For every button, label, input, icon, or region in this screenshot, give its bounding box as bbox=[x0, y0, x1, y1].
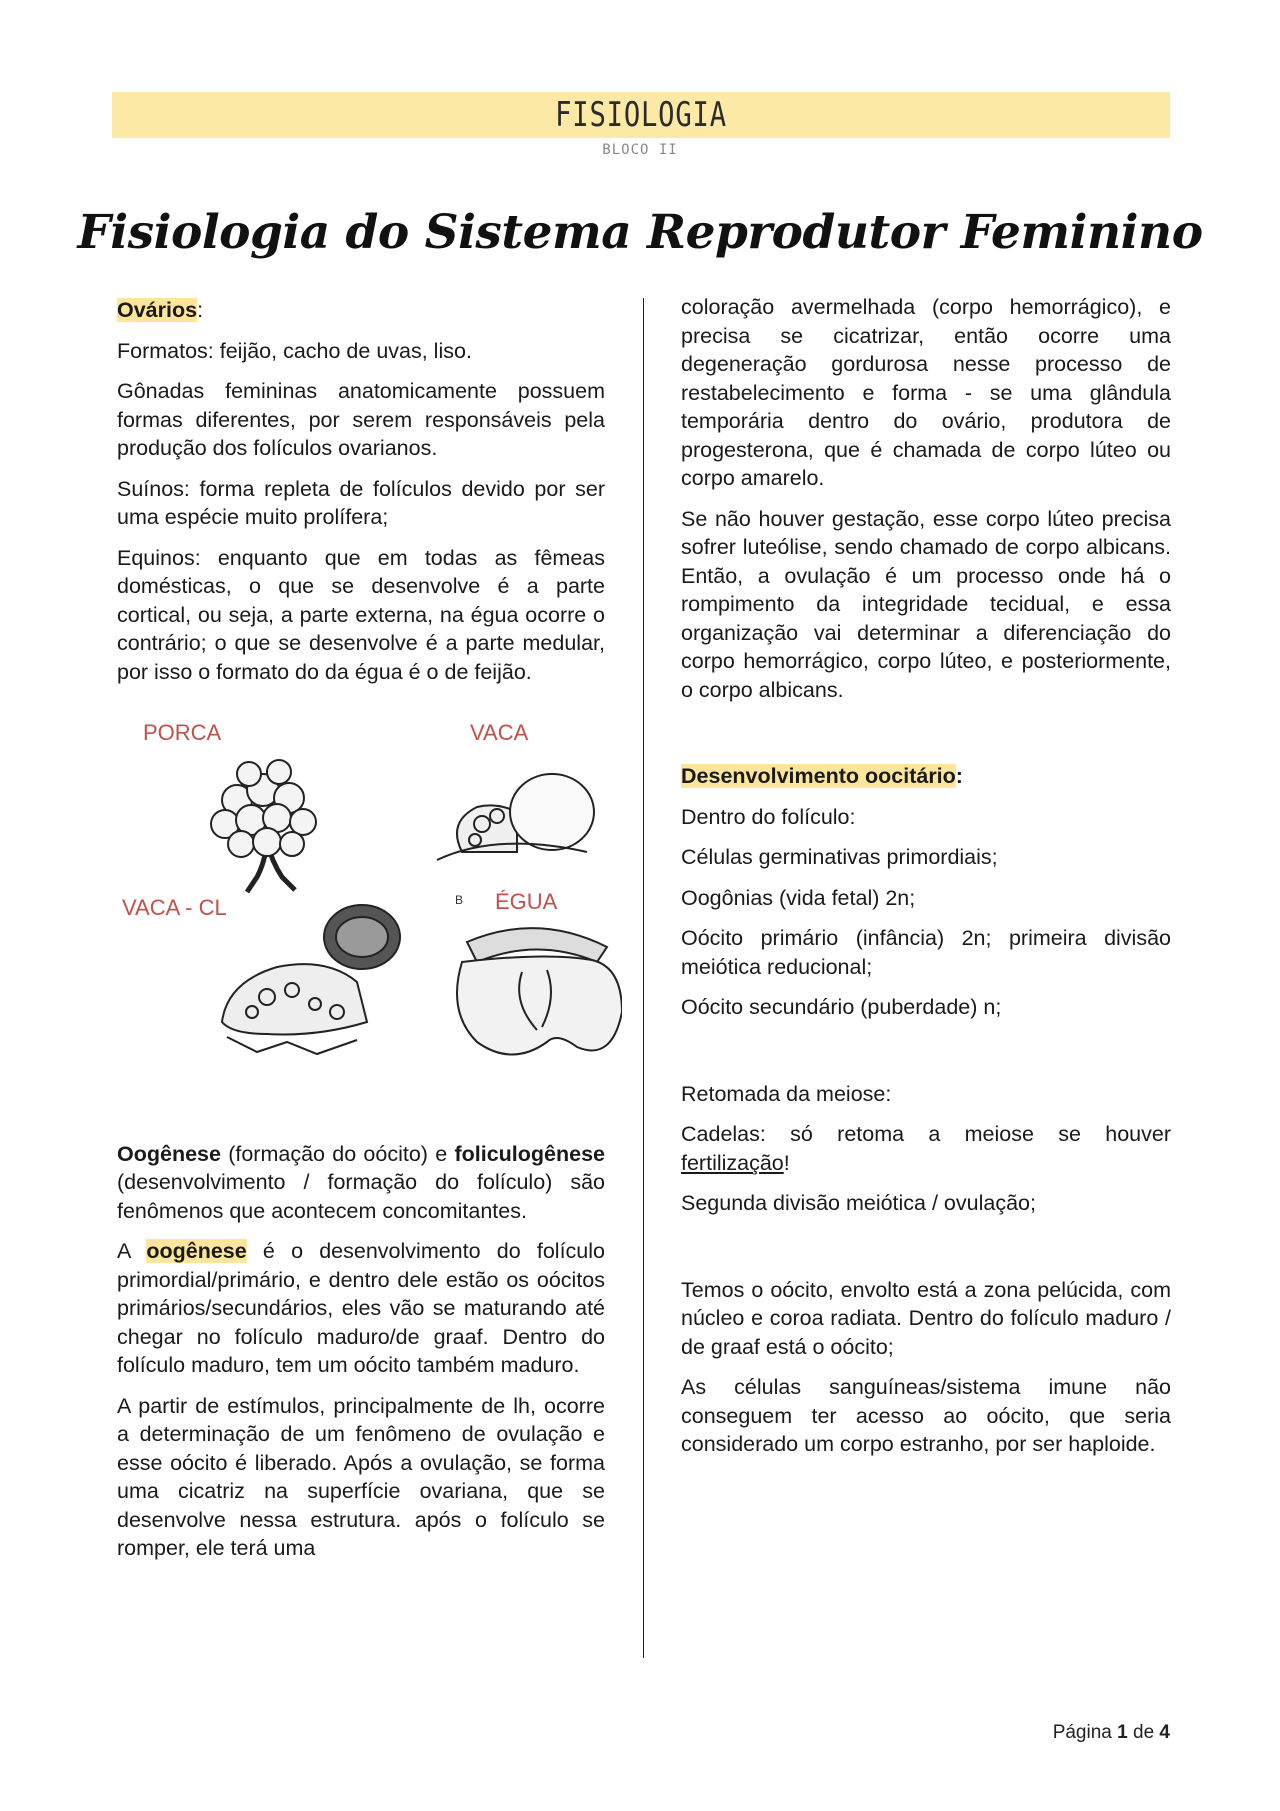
paragraph-temos-oocito: Temos o oócito, envolto está a zona pelúcida, com núcleo e coroa radiata. Dentro do folículo maduro / de graaf está o oócito; bbox=[681, 1277, 1171, 1359]
paragraph-celulas-sanguineas: As células sanguíneas/sistema imune não conseguem ter acesso ao oócito, que seria considerado um corpo estranho, por ser haploide. bbox=[681, 1375, 1171, 1456]
paragraph-gestacao: Se não houver gestação, esse corpo lúteo precisa sofrer luteólise, sendo chamado de corpo albicans. Então, a ovulação é um processo onde há o rompimento da integridade tecidual, e essa organização vai determinar a diferenciação do corpo hemorrágico, corpo lúteo, e posteriormente, o corpo albicans. bbox=[681, 506, 1171, 702]
paragraph-estimulos: A partir de estímulos, principalmente de lh, ocorre a determinação de um fenômeno de ovulação e esse oócito é liberado. Após a ovulação, se forma uma cicatriz na superfície ovariana, que se desenvolve nessa estrutura. após o folículo se romper, ele terá uma bbox=[117, 1393, 605, 1560]
header-title: FISIOLOGIA bbox=[555, 95, 727, 135]
figure-label-vaca: VACA bbox=[470, 720, 529, 745]
highlight-oogenese: oogênese bbox=[146, 1239, 247, 1263]
footer-page-number: 1 bbox=[1117, 1722, 1128, 1743]
figure-label-porca: PORCA bbox=[143, 720, 222, 745]
page-footer bbox=[1053, 1722, 1170, 1744]
footer-total-pages: 4 bbox=[1159, 1722, 1170, 1743]
ovarios-heading-line bbox=[117, 296, 605, 325]
paragraph-cadelas bbox=[681, 1120, 1171, 1177]
underlined-fertilizacao: fertilização bbox=[681, 1150, 784, 1175]
term-foliculogenese: foliculogênese bbox=[454, 1141, 605, 1166]
text-segment: (formação do oócito) e bbox=[220, 1141, 455, 1166]
paragraph-oocito-secundario: Oócito secundário (puberdade) n; bbox=[681, 995, 1002, 1019]
paragraph-oogonias: Oogônias (vida fetal) 2n; bbox=[681, 885, 916, 910]
desenvolvimento-heading: Desenvolvimento oocitário bbox=[681, 764, 956, 788]
term-oogenese: Oogênese bbox=[117, 1141, 221, 1166]
footer-middle: de bbox=[1127, 1722, 1160, 1743]
paragraph-suinos: Suínos: forma repleta de folículos devido por ser uma espécie muito prolífera; bbox=[117, 476, 605, 529]
paragraph-oogenese-foliculogenese bbox=[117, 1140, 605, 1226]
paragraph-oocito-primario: Oócito primário (infância) 2n; primeira divisão meiótica reducional; bbox=[681, 926, 1171, 979]
paragraph-retomada: Retomada da meiose: bbox=[681, 1081, 892, 1106]
spacer bbox=[681, 716, 1171, 762]
text-segment: A bbox=[117, 1239, 147, 1263]
text-segment: ! bbox=[783, 1150, 790, 1175]
paragraph-celulas-germinativas: Células germinativas primordiais; bbox=[681, 845, 998, 869]
ovarios-heading: Ovários bbox=[117, 298, 198, 322]
header-subtitle: BLOCO II bbox=[602, 142, 678, 158]
porca-ovary-drawing bbox=[211, 760, 316, 892]
figure-label-vaca-cl: VACA - CL bbox=[122, 895, 227, 920]
page-title: Fisiologia do Sistema Reprodutor Feminino bbox=[77, 205, 1203, 260]
right-column bbox=[681, 296, 1171, 1471]
paragraph-equinos: Equinos: enquanto que em todas as fêmeas domésticas, o que se desenvolve é a parte cortical, ou seja, a parte externa, na égua ocorre o contrário; o que se desenvolve é a parte medular, por isso o formato do da égua é o de feijão. bbox=[117, 545, 605, 684]
paragraph-oogenese-desc bbox=[117, 1237, 605, 1380]
text-segment: é o desenvolvimento do folículo primordial/primário, e dentro dele estão os oócitos primários/secundários, eles vão se maturando até chegar no folículo maduro/de graaf. Dentro do folículo maduro, tem um oócito também maduro. bbox=[117, 1239, 605, 1377]
desenvolvimento-heading-line bbox=[681, 762, 1171, 791]
paragraph-gonadas: Gônadas femininas anatomicamente possuem formas diferentes, por serem responsáveis pela produção dos folículos ovarianos. bbox=[117, 379, 605, 460]
column-divider bbox=[643, 298, 644, 1658]
heading-colon: : bbox=[955, 764, 963, 788]
ovary-shapes-figure bbox=[117, 712, 622, 1072]
paragraph-coloracao: coloração avermelhada (corpo hemorrágico), e precisa se cicatrizar, então ocorre uma degeneração gordurosa nesse processo de restabelecimento e forma - se uma glândula temporária dentro do ovário, produtora de progesterona, que é chamada de corpo lúteo ou corpo amarelo. bbox=[681, 295, 1171, 490]
spacer bbox=[681, 1034, 1171, 1080]
spacer bbox=[681, 1230, 1171, 1276]
vaca-ovary-drawing bbox=[437, 774, 594, 860]
paragraph-segunda-divisao: Segunda divisão meiótica / ovulação; bbox=[681, 1191, 1036, 1215]
text-segment: (desenvolvimento / formação do folículo) são fenômenos que acontecem concomitantes. bbox=[117, 1170, 605, 1223]
figure-label-egua: ÉGUA bbox=[495, 889, 558, 914]
left-column bbox=[117, 296, 605, 1575]
footer-prefix: Página bbox=[1052, 1722, 1118, 1743]
paragraph-dentro: Dentro do folículo: bbox=[681, 804, 856, 829]
egua-ovary-drawing bbox=[457, 928, 622, 1054]
paragraph-formatos: Formatos: feijão, cacho de uvas, liso. bbox=[117, 338, 472, 363]
heading-colon: : bbox=[197, 298, 204, 322]
figure-label-b: B bbox=[455, 893, 464, 907]
text-segment: Cadelas: só retoma a meiose se houver bbox=[681, 1122, 1171, 1146]
vaca-cl-ovary-drawing bbox=[222, 905, 400, 1054]
